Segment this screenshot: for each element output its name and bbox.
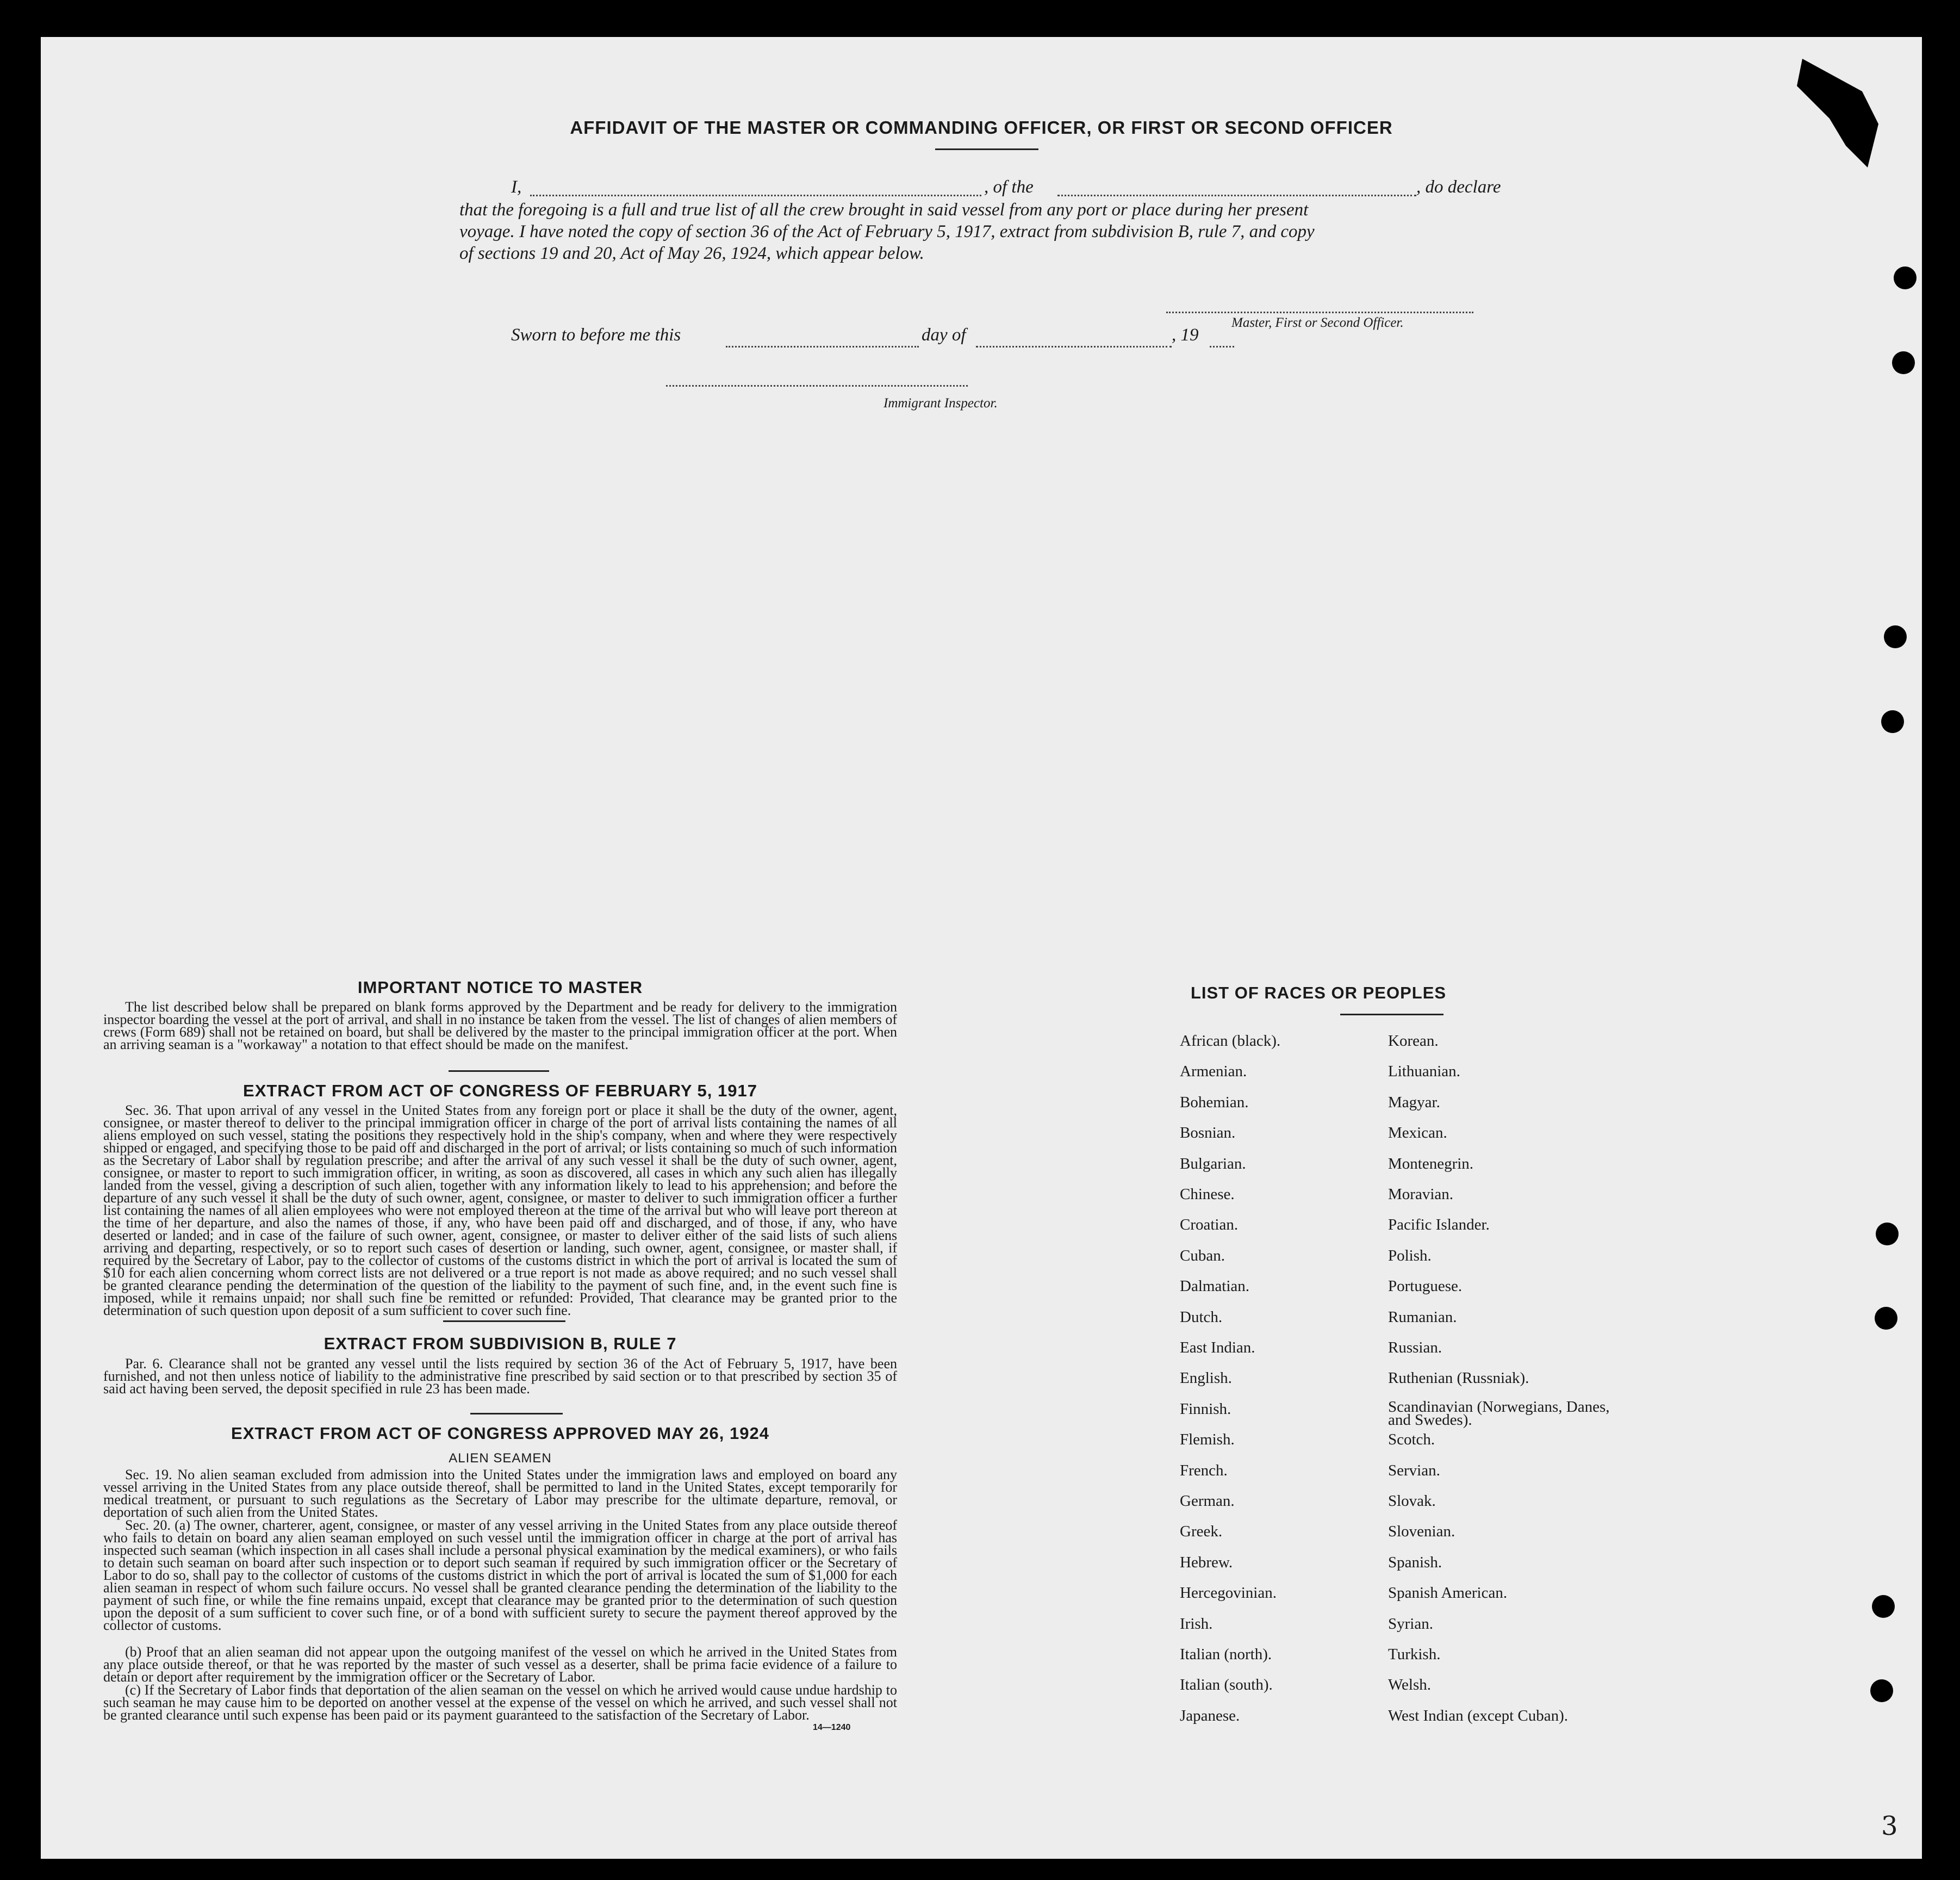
master-label: Master, First or Second Officer. xyxy=(1231,315,1404,330)
race-item: Welsh. xyxy=(1388,1676,1432,1694)
binder-hole xyxy=(1894,266,1917,289)
race-item: German. xyxy=(1180,1492,1235,1510)
race-item: Pacific Islander. xyxy=(1388,1216,1490,1234)
race-item: Italian (north). xyxy=(1180,1646,1272,1663)
race-item: Syrian. xyxy=(1388,1615,1433,1633)
race-item: Bosnian. xyxy=(1180,1124,1236,1142)
notice-title: IMPORTANT NOTICE TO MASTER xyxy=(357,978,643,997)
race-item: Croatian. xyxy=(1180,1216,1239,1234)
race-item: Japanese. xyxy=(1180,1707,1240,1724)
race-item: West Indian (except Cuban). xyxy=(1388,1707,1569,1724)
inspector-signature-line[interactable] xyxy=(666,385,968,387)
master-signature-line[interactable] xyxy=(1166,312,1473,313)
race-item: Turkish. xyxy=(1388,1646,1441,1663)
notice-body: The list described below shall be prepared on blank forms approved by the Department and be ready for delivery to the immigration inspector boarding the vessel at the port of arrival, and shall in no instance be taken from the vessel. The list of changes of alien members of crews (Form 689) shall not be retained on board, but shall be delivered by the master to the principal immigration officer at the port. When an arriving seaman is a "workaway" a notation to that effect should be made on the manifest. xyxy=(103,999,897,1052)
races-title-underline xyxy=(1340,1014,1443,1015)
race-item: Portuguese. xyxy=(1388,1277,1463,1295)
section-divider xyxy=(449,1070,549,1072)
race-item: Armenian. xyxy=(1180,1063,1247,1081)
section-divider xyxy=(443,1320,565,1322)
race-item: Lithuanian. xyxy=(1388,1063,1460,1081)
race-item: Slovenian. xyxy=(1388,1523,1455,1541)
race-item: Flemish. xyxy=(1180,1431,1235,1449)
form-number: 14—1240 xyxy=(813,1723,851,1732)
rule7-title: EXTRACT FROM SUBDIVISION B, RULE 7 xyxy=(323,1334,677,1353)
race-item: Russian. xyxy=(1388,1339,1442,1356)
race-item: Dalmatian. xyxy=(1180,1277,1250,1295)
race-item: Bohemian. xyxy=(1180,1093,1249,1111)
race-item: Spanish. xyxy=(1388,1553,1442,1571)
race-item: Magyar. xyxy=(1388,1093,1440,1111)
extract-1924-title: EXTRACT FROM ACT OF CONGRESS APPROVED MAY 26, 1924 xyxy=(231,1424,769,1443)
binder-hole xyxy=(1875,1307,1897,1330)
sec20b-body: (b) Proof that an alien seaman did not appear upon the outgoing manifest of the vessel on which he arrived in the United States from any place outside thereof, or that he was reported by the master of such vessel as a deserter, shall be prima facie evidence of a failure to detain or deport after requirement by the immigration officer or the Secretary of Labor. xyxy=(103,1644,897,1685)
sworn-day-blank[interactable] xyxy=(726,346,919,348)
binder-hole xyxy=(1870,1679,1893,1702)
race-item: Italian (south). xyxy=(1180,1676,1273,1694)
race-item: Rumanian. xyxy=(1388,1308,1457,1326)
race-item: Irish. xyxy=(1180,1615,1213,1633)
sec19-body: Sec. 19. No alien seaman excluded from admission into the United States under the immigration laws and employed on board any vessel arriving in the United States from any place outside thereof, shall be permitted to land in the United States, except temporarily for medical treatment, or pursuant to such regulations as the Secretary of Labor may prescribe for the ultimate departure, removal, or deportation of such alien from the United States. xyxy=(103,1467,897,1520)
race-item: Montenegrin. xyxy=(1388,1155,1474,1172)
race-item: African (black). xyxy=(1180,1032,1281,1050)
race-item: Moravian. xyxy=(1388,1186,1453,1203)
race-item: Scotch. xyxy=(1388,1431,1435,1449)
corner-page-mark: 3 xyxy=(1881,1811,1898,1841)
affidavit-do-declare: , do declare xyxy=(1416,177,1501,197)
binder-hole xyxy=(1881,710,1904,733)
extract-1917-body: Sec. 36. That upon arrival of any vessel in the United States from any foreign port or place it shall be the duty of the owner, agent, consignee, or master thereof to deliver to the principal immigration officer in charge of the port of arrival lists containing the names of all aliens employed on such vessel, stating the positions they respectively hold in the ship's company, when and where they were respectively shipped or engaged, and specifying those to be paid off and discharged in the port of arrival; or lists containing so much of such information as the Secretary of Labor shall by regulation prescribe; and after the arrival of any such vessel it shall be the duty of such owner, agent, consignee, or master to report to such immigration officer, in writing, as soon as discovered, all cases in which any such alien has illegally landed from the vessel, giving a description of such alien, together with any information likely to lead to his apprehension; and before the departure of any such vessel it shall be the duty of such owner, agent, consignee, or master to deliver to such immigration officer a further list containing the names of all alien employees who were not employed thereon at the time of the arrival but who will leave port thereon at the time of her departure, and also the names of those, if any, who have been paid off and discharged, and of those, if any, who have deserted or landed; and in case of the failure of such owner, agent, consignee, or master to deliver either of the said lists of such aliens arriving and departing, respectively, or so to report such cases of desertion or landing, such owner, agent, consignee, or master shall, if required by the Secretary of Labor, pay to the collector of customs of the customs district in which the port of arrival is located the sum of $10 for each alien concerning whom correct lists are not delivered or a true report is not made as above required; and no such vessel shall be granted clearance pending the determination of the question of the liability to the payment of such fine, and, in the event such fine is imposed, while it remains unpaid; nor shall such fine be remitted or refunded: Provided, That clearance may be granted prior to the determination of such question upon deposit of a sum sufficient to cover such fine. xyxy=(103,1102,897,1318)
sworn-month-blank[interactable] xyxy=(976,346,1172,348)
races-title: LIST OF RACES OR PEOPLES xyxy=(1190,983,1447,1002)
race-item: Hercegovinian. xyxy=(1180,1584,1277,1602)
binder-hole xyxy=(1892,351,1915,374)
year-blank[interactable] xyxy=(1210,346,1234,348)
alien-seamen-subtitle: ALIEN SEAMEN xyxy=(449,1451,552,1466)
binder-hole xyxy=(1876,1223,1899,1245)
affidavit-line3: voyage. I have noted the copy of section 36 of the Act of February 5, 1917, extract from subdivision B, rule 7, and copy xyxy=(459,222,1315,241)
race-item: Slovak. xyxy=(1388,1492,1436,1510)
race-item: Finnish. xyxy=(1180,1400,1231,1418)
affidavit-i: I, xyxy=(511,177,522,197)
extract-1917-title: EXTRACT FROM ACT OF CONGRESS OF FEBRUARY 5, 1917 xyxy=(243,1081,757,1100)
race-item: English. xyxy=(1180,1369,1232,1387)
race-item: French. xyxy=(1180,1461,1228,1479)
race-item: Polish. xyxy=(1388,1246,1432,1264)
race-item: Spanish American. xyxy=(1388,1584,1508,1602)
race-item: Dutch. xyxy=(1180,1308,1223,1326)
sworn-text: Sworn to before me this xyxy=(511,325,681,345)
affidavit-of-the: , of the xyxy=(984,177,1034,197)
race-item: Cuban. xyxy=(1180,1246,1225,1264)
affidavit-title: AFFIDAVIT OF THE MASTER OR COMMANDING OFFICER, OR FIRST OR SECOND OFFICER xyxy=(570,117,1393,138)
torn-corner-mark xyxy=(1737,42,1900,195)
binder-hole xyxy=(1884,625,1907,648)
rule7-body: Par. 6. Clearance shall not be granted any vessel until the lists required by section 36 of the Act of February 5, 1917, have been furnished, and not then unless notice of liability to the administrative fine prescribed by said section or to that prescribed by section 35 of said act having been served, the deposit specified in rule 23 has been made. xyxy=(103,1356,897,1397)
affidavit-line4: of sections 19 and 20, Act of May 26, 1924, which appear below. xyxy=(459,244,924,263)
race-item: Chinese. xyxy=(1180,1186,1235,1203)
year-prefix: , 19 xyxy=(1172,325,1199,345)
race-item: Greek. xyxy=(1180,1523,1223,1541)
race-item: Servian. xyxy=(1388,1461,1440,1479)
binder-hole xyxy=(1872,1595,1895,1618)
race-item: Hebrew. xyxy=(1180,1553,1233,1571)
race-item: East Indian. xyxy=(1180,1339,1255,1356)
section-divider xyxy=(470,1413,563,1414)
day-of-label: day of xyxy=(922,325,966,345)
vessel-blank[interactable] xyxy=(1057,195,1416,196)
sec20c-body: (c) If the Secretary of Labor finds that deportation of the alien seaman on the vessel on which he arrived would cause undue hardship to such seaman he may cause him to be deported on another vessel at the expense of the vessel on which he arrived, and such vessel shall not be granted clearance until such expense has been paid or its payment guaranteed to the satisfaction of the Secretary of Labor. xyxy=(103,1682,897,1723)
race-item: Korean. xyxy=(1388,1032,1439,1050)
race-item: Mexican. xyxy=(1388,1124,1447,1142)
sec20a-body: Sec. 20. (a) The owner, charterer, agent, consignee, or master of any vessel arriving in the United States from any place outside thereof who fails to detain on board any alien seaman employed on such vessel until the immigration officer in charge at the port of arrival has inspected such seaman (which inspection in all cases shall include a personal physical examination by the medical examiners), or who fails to detain such seaman on board after such inspection or to deport such seaman if required by such immigration officer or the Secretary of Labor to do so, shall pay to the collector of customs of the customs district in which the port of arrival is located the sum of $1,000 for each alien seaman in respect of whom such failure occurs. No vessel shall be granted clearance pending the determination of the liability to the payment of such fine, or while the fine remains unpaid, except that clearance may be granted prior to the determination of such question upon the deposit of a sum sufficient to cover such fine, or of a bond with sufficient surety to secure the payment thereof approved by the collector of customs. xyxy=(103,1517,897,1633)
inspector-label: Immigrant Inspector. xyxy=(883,396,998,411)
name-blank[interactable] xyxy=(530,195,981,196)
title-underline xyxy=(935,148,1038,150)
affidavit-line2: that the foregoing is a full and true list of all the crew brought in said vessel from any port or place during her present xyxy=(459,200,1309,220)
race-item: Bulgarian. xyxy=(1180,1155,1246,1172)
document-page xyxy=(41,37,1922,1859)
race-item: Scandinavian (Norwegians, Danes, and Swedes). xyxy=(1388,1398,1610,1429)
race-item: Ruthenian (Russniak). xyxy=(1388,1369,1529,1387)
